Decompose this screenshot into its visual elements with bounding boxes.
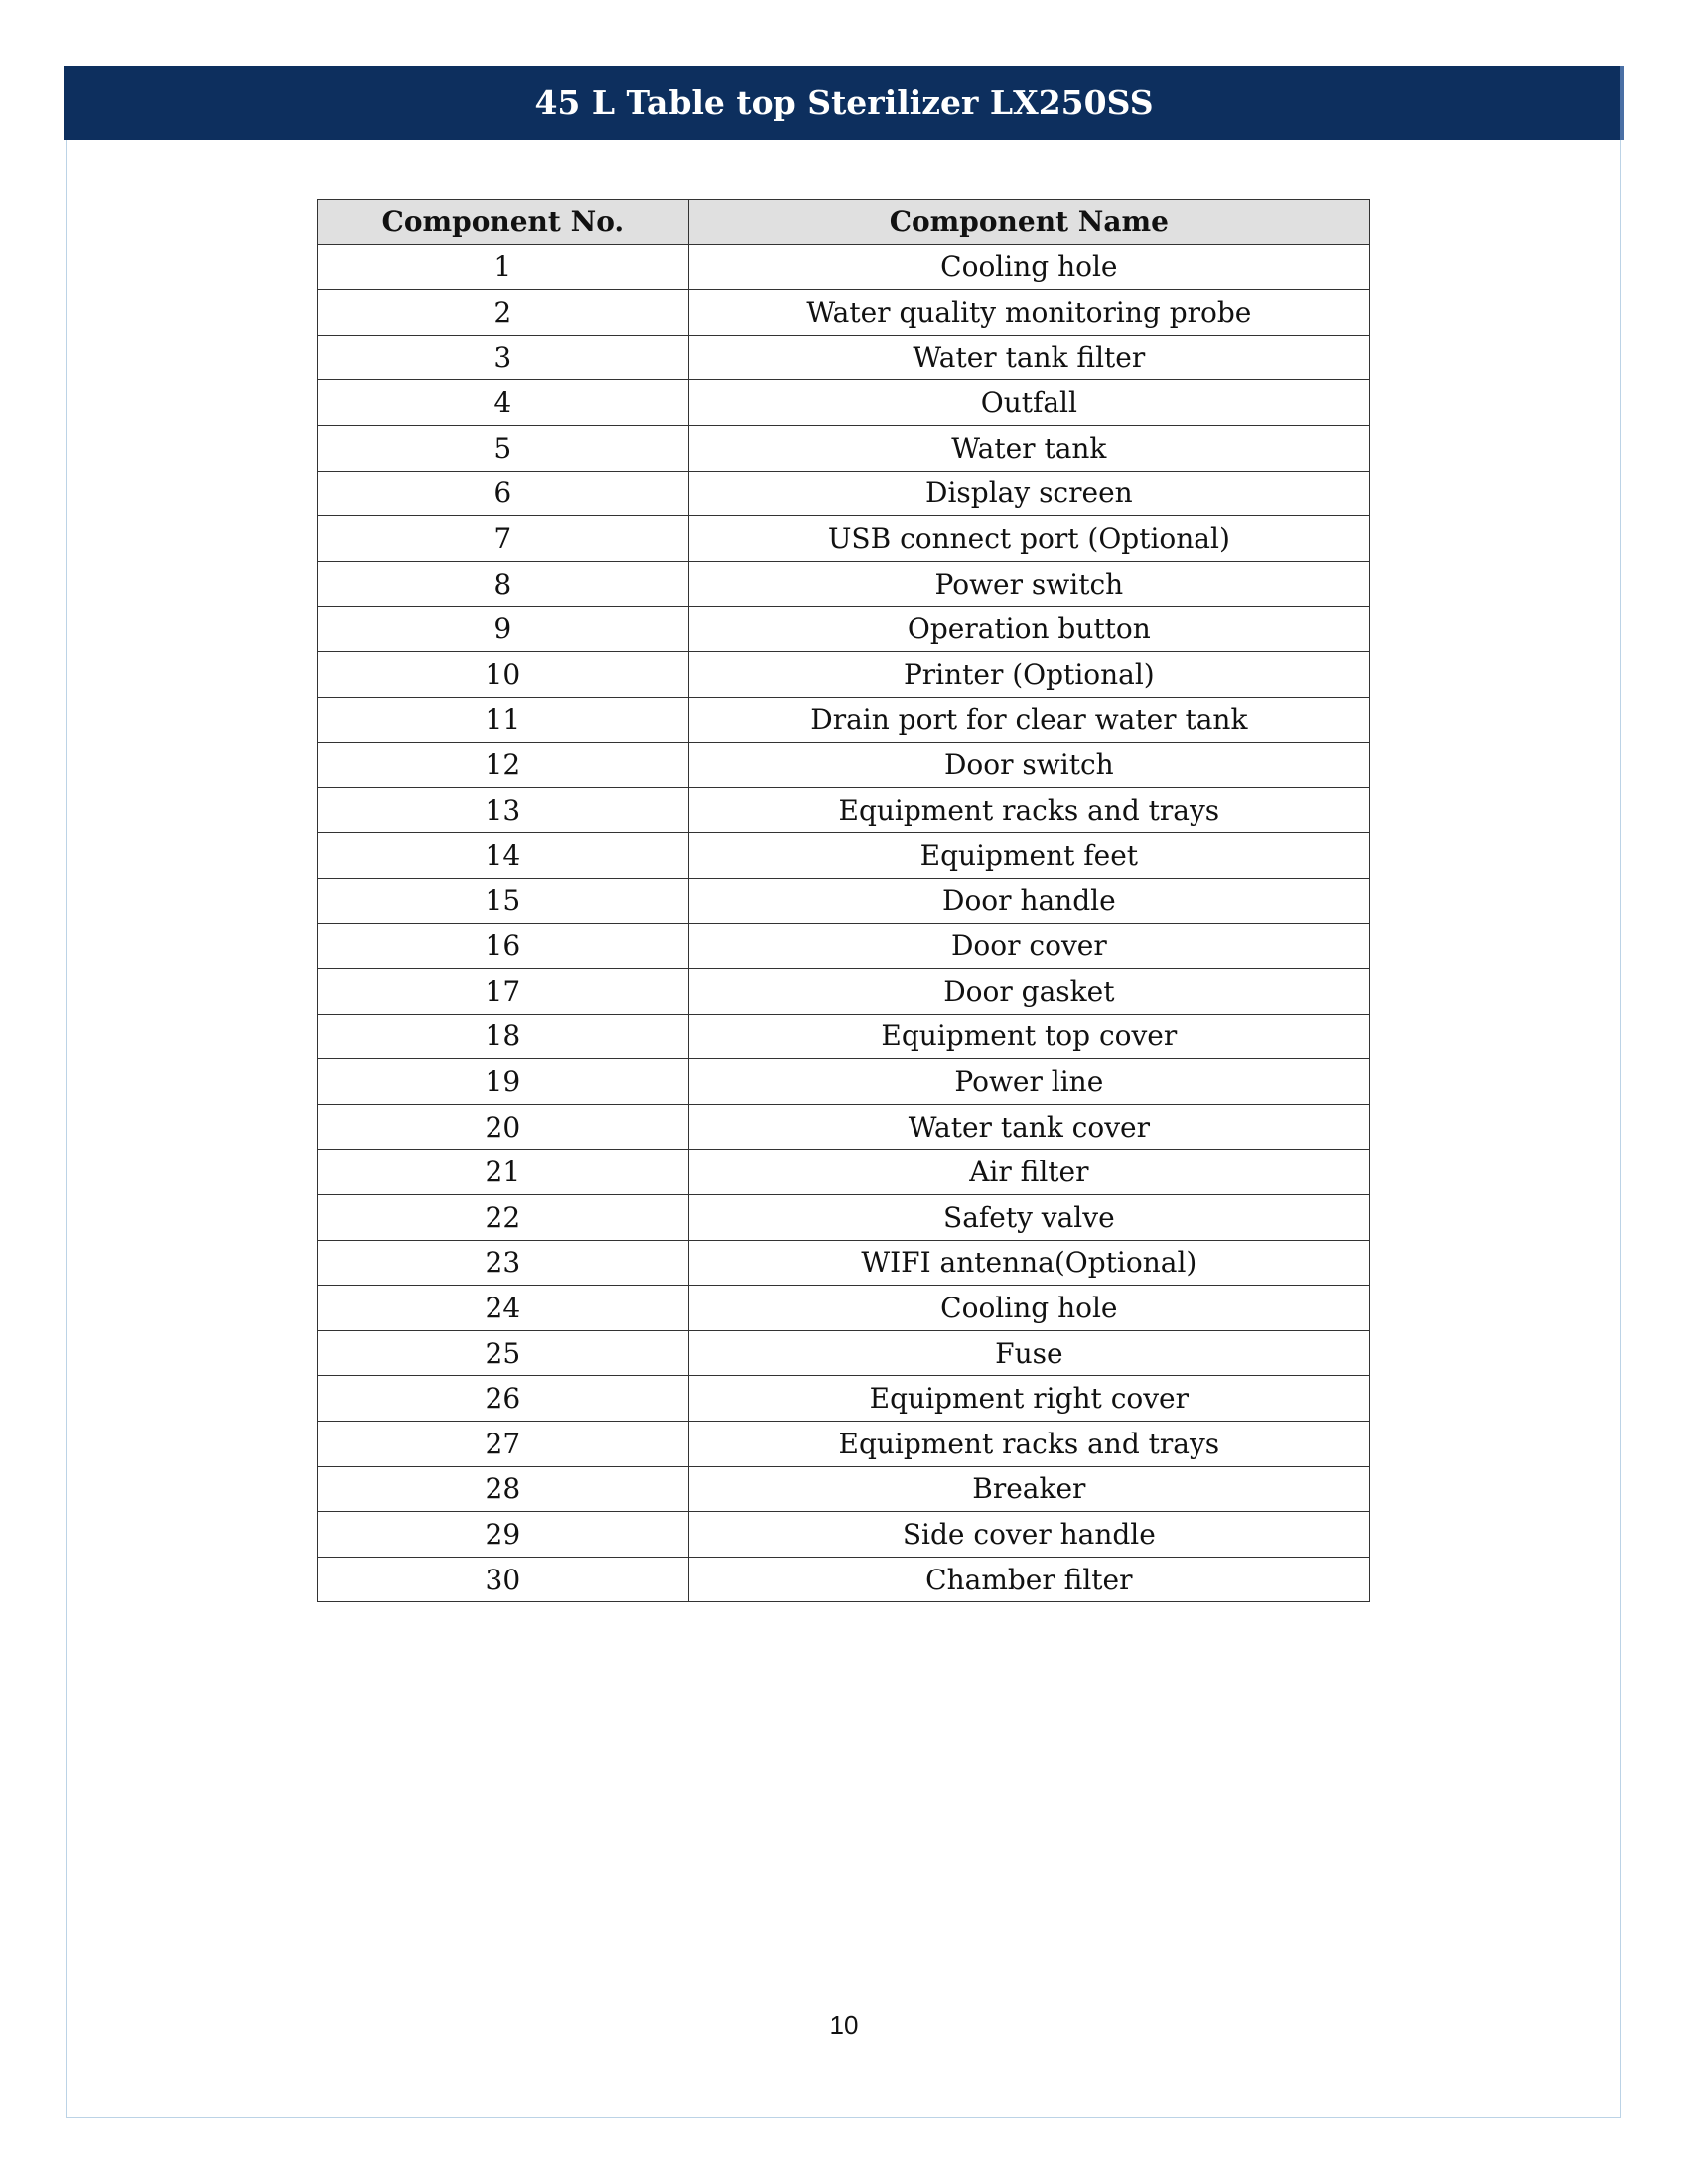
table-row <box>318 1422 1370 1467</box>
document-title: 45 L Table top Sterilizer LX250SS <box>534 83 1154 122</box>
component-name-cell: Water tank <box>688 425 1369 471</box>
component-number-cell: 8 <box>318 561 689 607</box>
component-number-cell: 18 <box>318 1014 689 1059</box>
component-name-cell: Equipment racks and trays <box>688 1422 1369 1467</box>
component-number-cell: 21 <box>318 1150 689 1195</box>
component-name-cell: Display screen <box>688 471 1369 516</box>
table-row <box>318 607 1370 652</box>
component-number-cell: 15 <box>318 878 689 923</box>
component-table <box>317 199 1370 1602</box>
component-number-cell: 26 <box>318 1376 689 1422</box>
table-header-row <box>318 200 1370 245</box>
component-number-cell: 12 <box>318 743 689 788</box>
component-number-cell: 30 <box>318 1557 689 1602</box>
document-title-bar <box>64 66 1624 140</box>
component-name-cell: Power line <box>688 1059 1369 1105</box>
component-name-cell: Side cover handle <box>688 1512 1369 1558</box>
component-name-cell: Equipment racks and trays <box>688 787 1369 833</box>
component-number-cell: 7 <box>318 516 689 562</box>
component-name-cell: Water tank filter <box>688 335 1369 380</box>
component-number-cell: 9 <box>318 607 689 652</box>
component-name-cell: Breaker <box>688 1466 1369 1512</box>
table-row <box>318 244 1370 290</box>
component-name-cell: Cooling hole <box>688 1286 1369 1331</box>
table-row <box>318 697 1370 743</box>
component-name-cell: Equipment top cover <box>688 1014 1369 1059</box>
table-row <box>318 561 1370 607</box>
component-name-cell: Equipment right cover <box>688 1376 1369 1422</box>
component-number-cell: 16 <box>318 923 689 969</box>
column-header-component-name: Component Name <box>688 200 1369 245</box>
table-row <box>318 1557 1370 1602</box>
component-name-cell: Outfall <box>688 380 1369 426</box>
table-row <box>318 743 1370 788</box>
table-row <box>318 471 1370 516</box>
table-row <box>318 1286 1370 1331</box>
table-row <box>318 651 1370 697</box>
table-row <box>318 1376 1370 1422</box>
component-number-cell: 14 <box>318 833 689 879</box>
table-row <box>318 1466 1370 1512</box>
component-number-cell: 25 <box>318 1330 689 1376</box>
component-number-cell: 17 <box>318 969 689 1015</box>
component-name-cell: Chamber filter <box>688 1557 1369 1602</box>
component-number-cell: 19 <box>318 1059 689 1105</box>
table-row <box>318 1014 1370 1059</box>
page-number: 10 <box>829 2010 859 2040</box>
table-row <box>318 1150 1370 1195</box>
component-name-cell: Printer (Optional) <box>688 651 1369 697</box>
component-name-cell: Door gasket <box>688 969 1369 1015</box>
component-name-cell: Door cover <box>688 923 1369 969</box>
component-number-cell: 5 <box>318 425 689 471</box>
table-row <box>318 1104 1370 1150</box>
component-name-cell: Door switch <box>688 743 1369 788</box>
table-row <box>318 969 1370 1015</box>
table-row <box>318 516 1370 562</box>
component-number-cell: 27 <box>318 1422 689 1467</box>
table-row <box>318 1240 1370 1286</box>
component-number-cell: 20 <box>318 1104 689 1150</box>
component-number-cell: 13 <box>318 787 689 833</box>
component-name-cell: Water tank cover <box>688 1104 1369 1150</box>
component-name-cell: Power switch <box>688 561 1369 607</box>
table-row <box>318 1512 1370 1558</box>
column-header-component-no: Component No. <box>318 200 689 245</box>
component-name-cell: WIFI antenna(Optional) <box>688 1240 1369 1286</box>
table-row <box>318 290 1370 336</box>
component-name-cell: Safety valve <box>688 1195 1369 1241</box>
component-name-cell: Drain port for clear water tank <box>688 697 1369 743</box>
table-row <box>318 787 1370 833</box>
component-number-cell: 11 <box>318 697 689 743</box>
component-number-cell: 23 <box>318 1240 689 1286</box>
table-row <box>318 335 1370 380</box>
component-name-cell: Operation button <box>688 607 1369 652</box>
component-name-cell: Air filter <box>688 1150 1369 1195</box>
table-body <box>318 244 1370 1602</box>
component-name-cell: Water quality monitoring probe <box>688 290 1369 336</box>
component-number-cell: 1 <box>318 244 689 290</box>
component-name-cell: USB connect port (Optional) <box>688 516 1369 562</box>
component-name-cell: Fuse <box>688 1330 1369 1376</box>
component-number-cell: 3 <box>318 335 689 380</box>
table-row <box>318 1059 1370 1105</box>
table-row <box>318 425 1370 471</box>
component-number-cell: 22 <box>318 1195 689 1241</box>
component-number-cell: 2 <box>318 290 689 336</box>
table-row <box>318 1195 1370 1241</box>
component-number-cell: 6 <box>318 471 689 516</box>
table-row <box>318 1330 1370 1376</box>
component-number-cell: 29 <box>318 1512 689 1558</box>
table-row <box>318 923 1370 969</box>
component-name-cell: Cooling hole <box>688 244 1369 290</box>
component-number-cell: 10 <box>318 651 689 697</box>
component-name-cell: Equipment feet <box>688 833 1369 879</box>
table-row <box>318 380 1370 426</box>
component-number-cell: 4 <box>318 380 689 426</box>
table-row <box>318 878 1370 923</box>
table-row <box>318 833 1370 879</box>
component-number-cell: 24 <box>318 1286 689 1331</box>
component-name-cell: Door handle <box>688 878 1369 923</box>
component-number-cell: 28 <box>318 1466 689 1512</box>
